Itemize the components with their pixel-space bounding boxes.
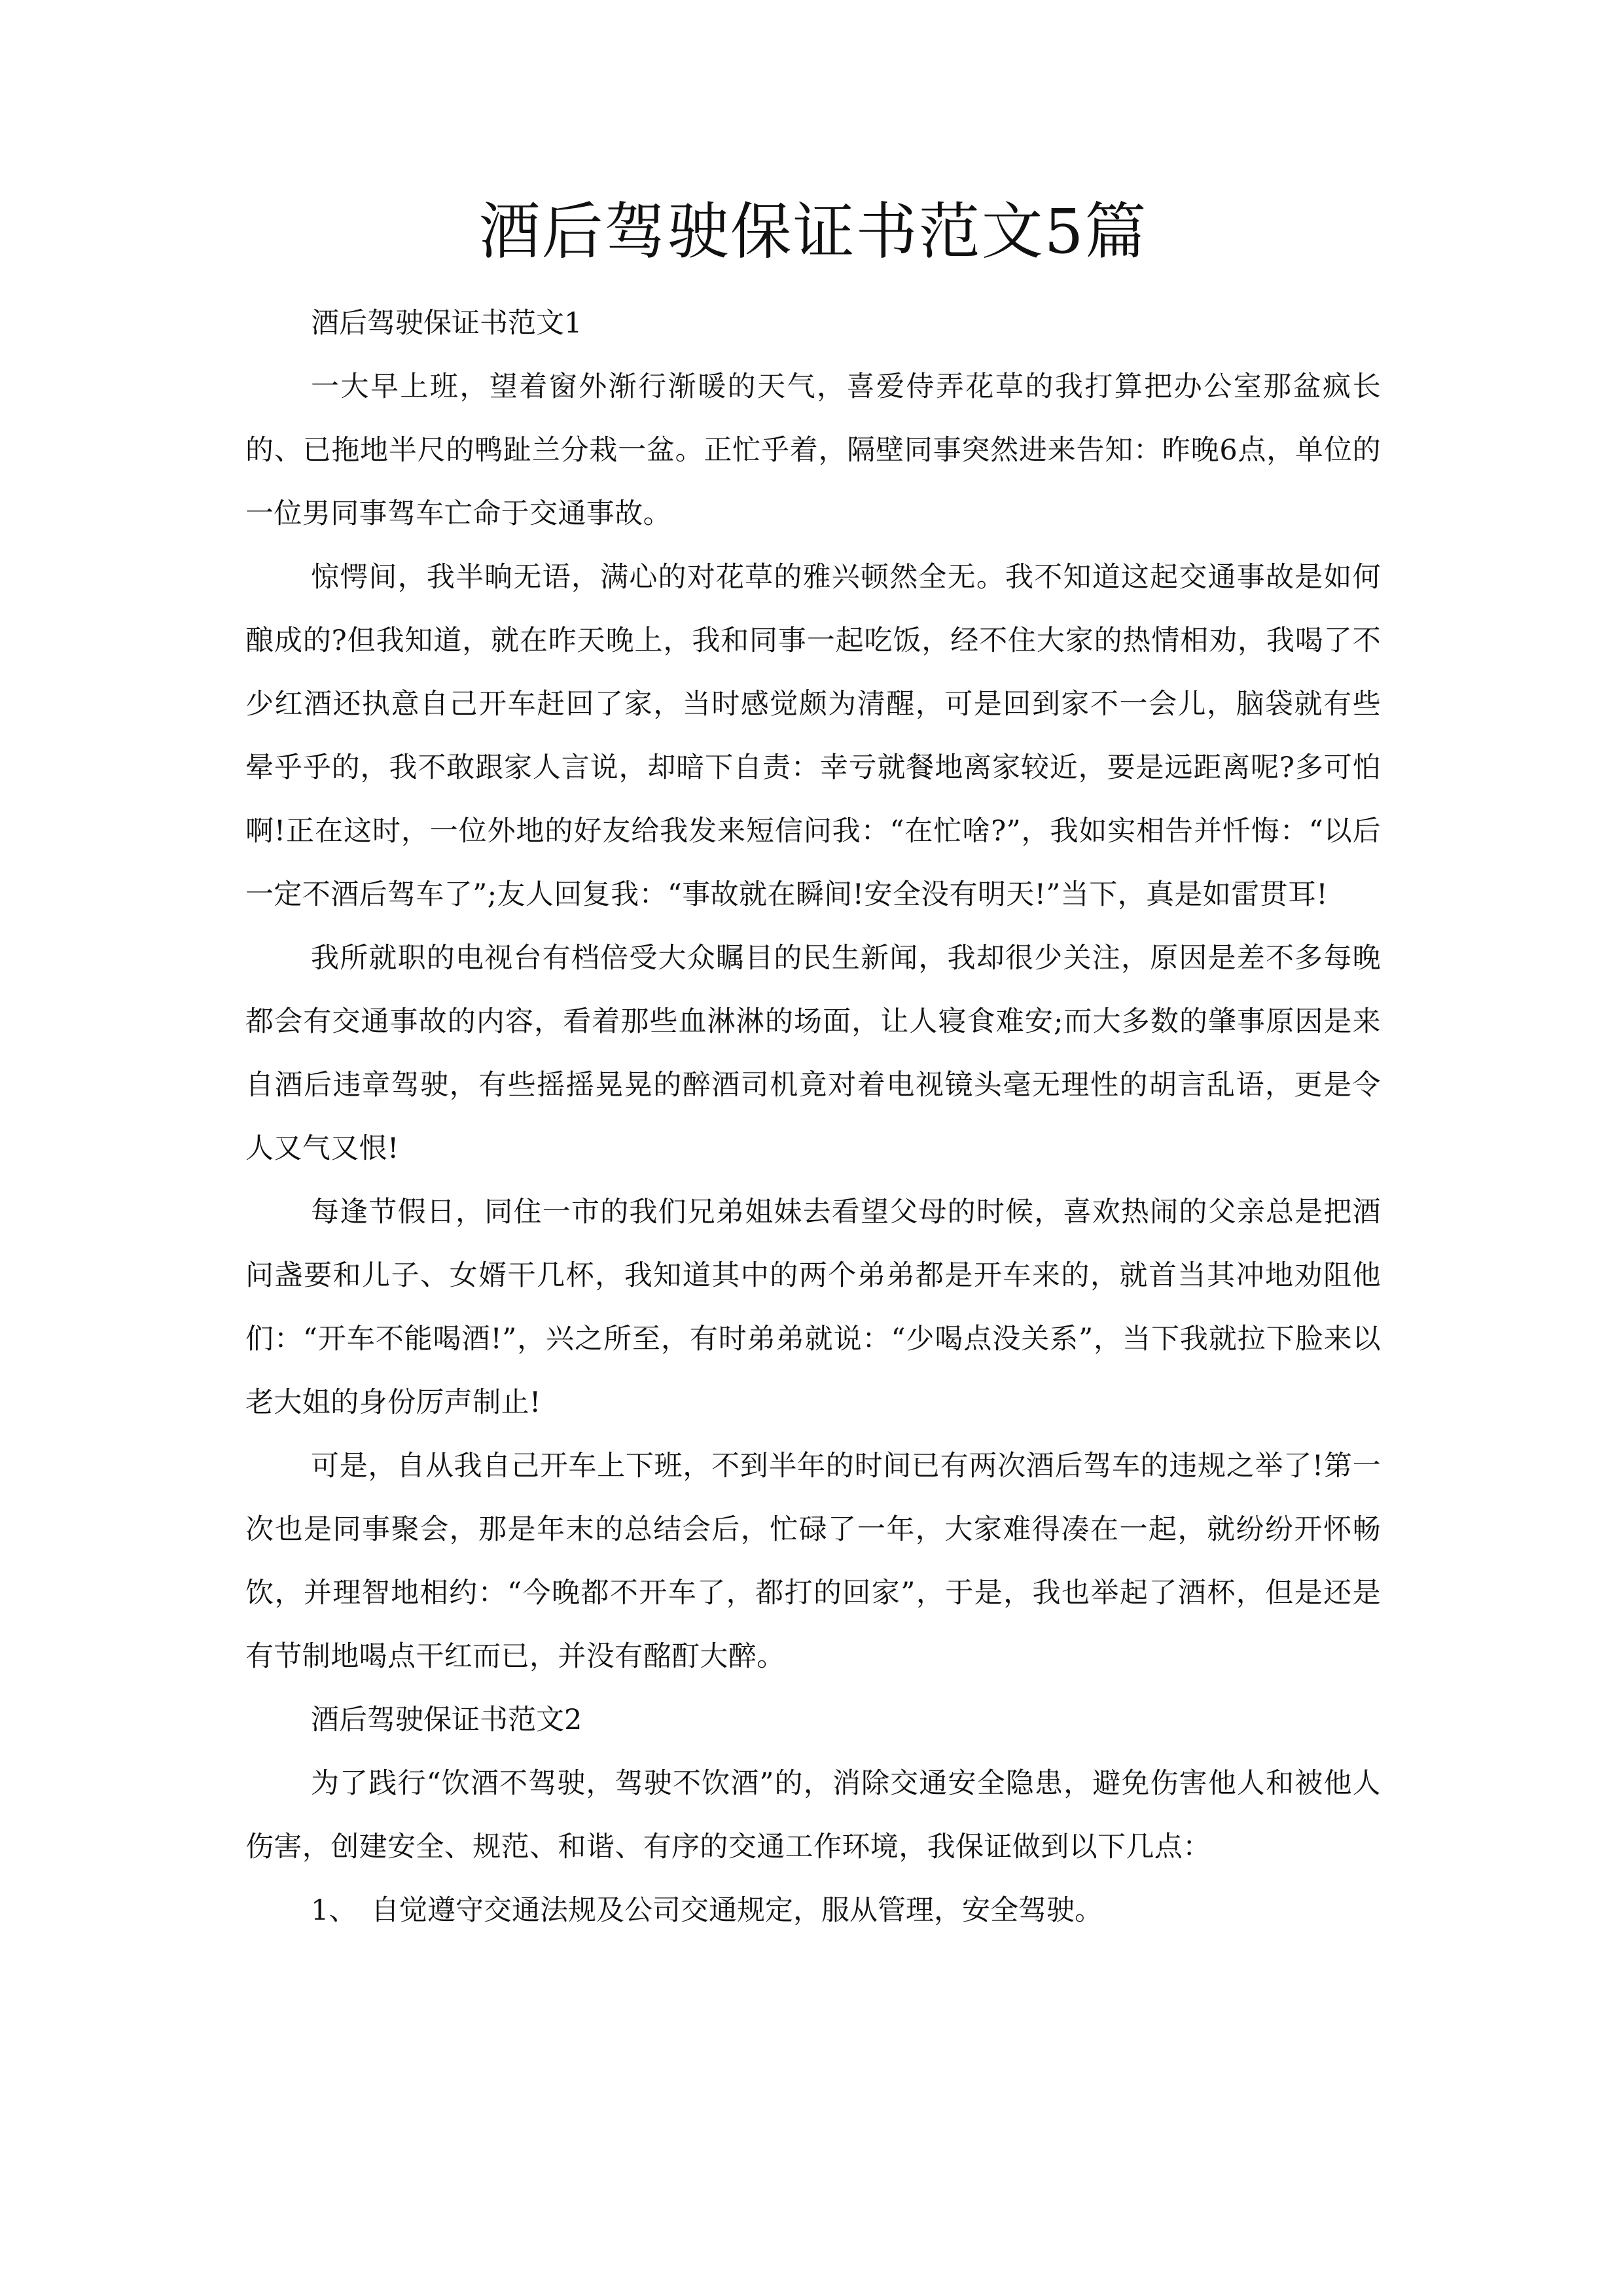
paragraph: 我所就职的电视台有档倍受大众瞩目的民生新闻，我却很少关注，原因是差不多每晚都会有交通事故的内容，看着那些血淋淋的场面，让人寝食难安;而大多数的肇事原因是来自酒后违章驾驶，有些摇摇晃晃的醉酒司机竟对着电视镜头毫无理性的胡言乱语，更是令人又气又恨! [245,942,1381,1165]
list-item-text: 自觉遵守交通法规及公司交通规定，服从管理，安全驾驶。 [371,1894,1103,1927]
section-heading-1: 酒后驾驶保证书范文1 [311,307,582,340]
paragraph: 一大早上班，望着窗外渐行渐暖的天气，喜爱侍弄花草的我打算把办公室那盆疯长的、已拖地半尺的鸭趾兰分栽一盆。正忙乎着，隔壁同事突然进来告知：昨晚6点，单位的一位男同事驾车亡命于交通事故。 [245,370,1381,530]
paragraph: 可是，自从我自己开车上下班，不到半年的时间已有两次酒后驾车的违规之举了!第一次也是同事聚会，那是年末的总结会后，忙碌了一年，大家难得凑在一起，就纷纷开怀畅饮，并理智地相约：“今晚都不开车了，都打的回家”，于是，我也举起了酒杯，但是还是有节制地喝点干红而已，并没有酩酊大醉。 [245,1450,1381,1673]
paragraph: 每逢节假日，同住一市的我们兄弟姐妹去看望父母的时候，喜欢热闹的父亲总是把酒问盏要和儿子、女婿干几杯，我知道其中的两个弟弟都是开车来的，就首当其冲地劝阻他们：“开车不能喝酒!”，兴之所至，有时弟弟就说：“少喝点没关系”，当下我就拉下脸来以老大姐的身份厉声制止! [245,1196,1381,1419]
document-body [245,292,1381,1943]
paragraph: 惊愕间，我半晌无语，满心的对花草的雅兴顿然全无。我不知道这起交通事故是如何酿成的?但我知道，就在昨天晚上，我和同事一起吃饭，经不住大家的热情相劝，我喝了不少红酒还执意自己开车赶回了家，当时感觉颇为清醒，可是回到家不一会儿，脑袋就有些晕乎乎的，我不敢跟家人言说，却暗下自责：幸亏就餐地离家较近，要是远距离呢?多可怕啊!正在这时，一位外地的好友给我发来短信问我：“在忙啥?”，我如实相告并忏悔：“以后一定不酒后驾车了”;友人回复我：“事故就在瞬间!安全没有明天!”当下，真是如雷贯耳! [245,561,1381,911]
document-title: 酒后驾驶保证书范文5篇 [478,196,1148,268]
list-item-number: 1、 [311,1894,357,1927]
section-heading-2: 酒后驾驶保证书范文2 [311,1704,582,1736]
paragraph: 为了践行“饮酒不驾驶，驾驶不饮酒”的，消除交通安全隐患，避免伤害他人和被他人伤害，创建安全、规范、和谐、有序的交通工作环境，我保证做到以下几点： [245,1767,1381,1863]
list-item [245,1879,1381,1943]
